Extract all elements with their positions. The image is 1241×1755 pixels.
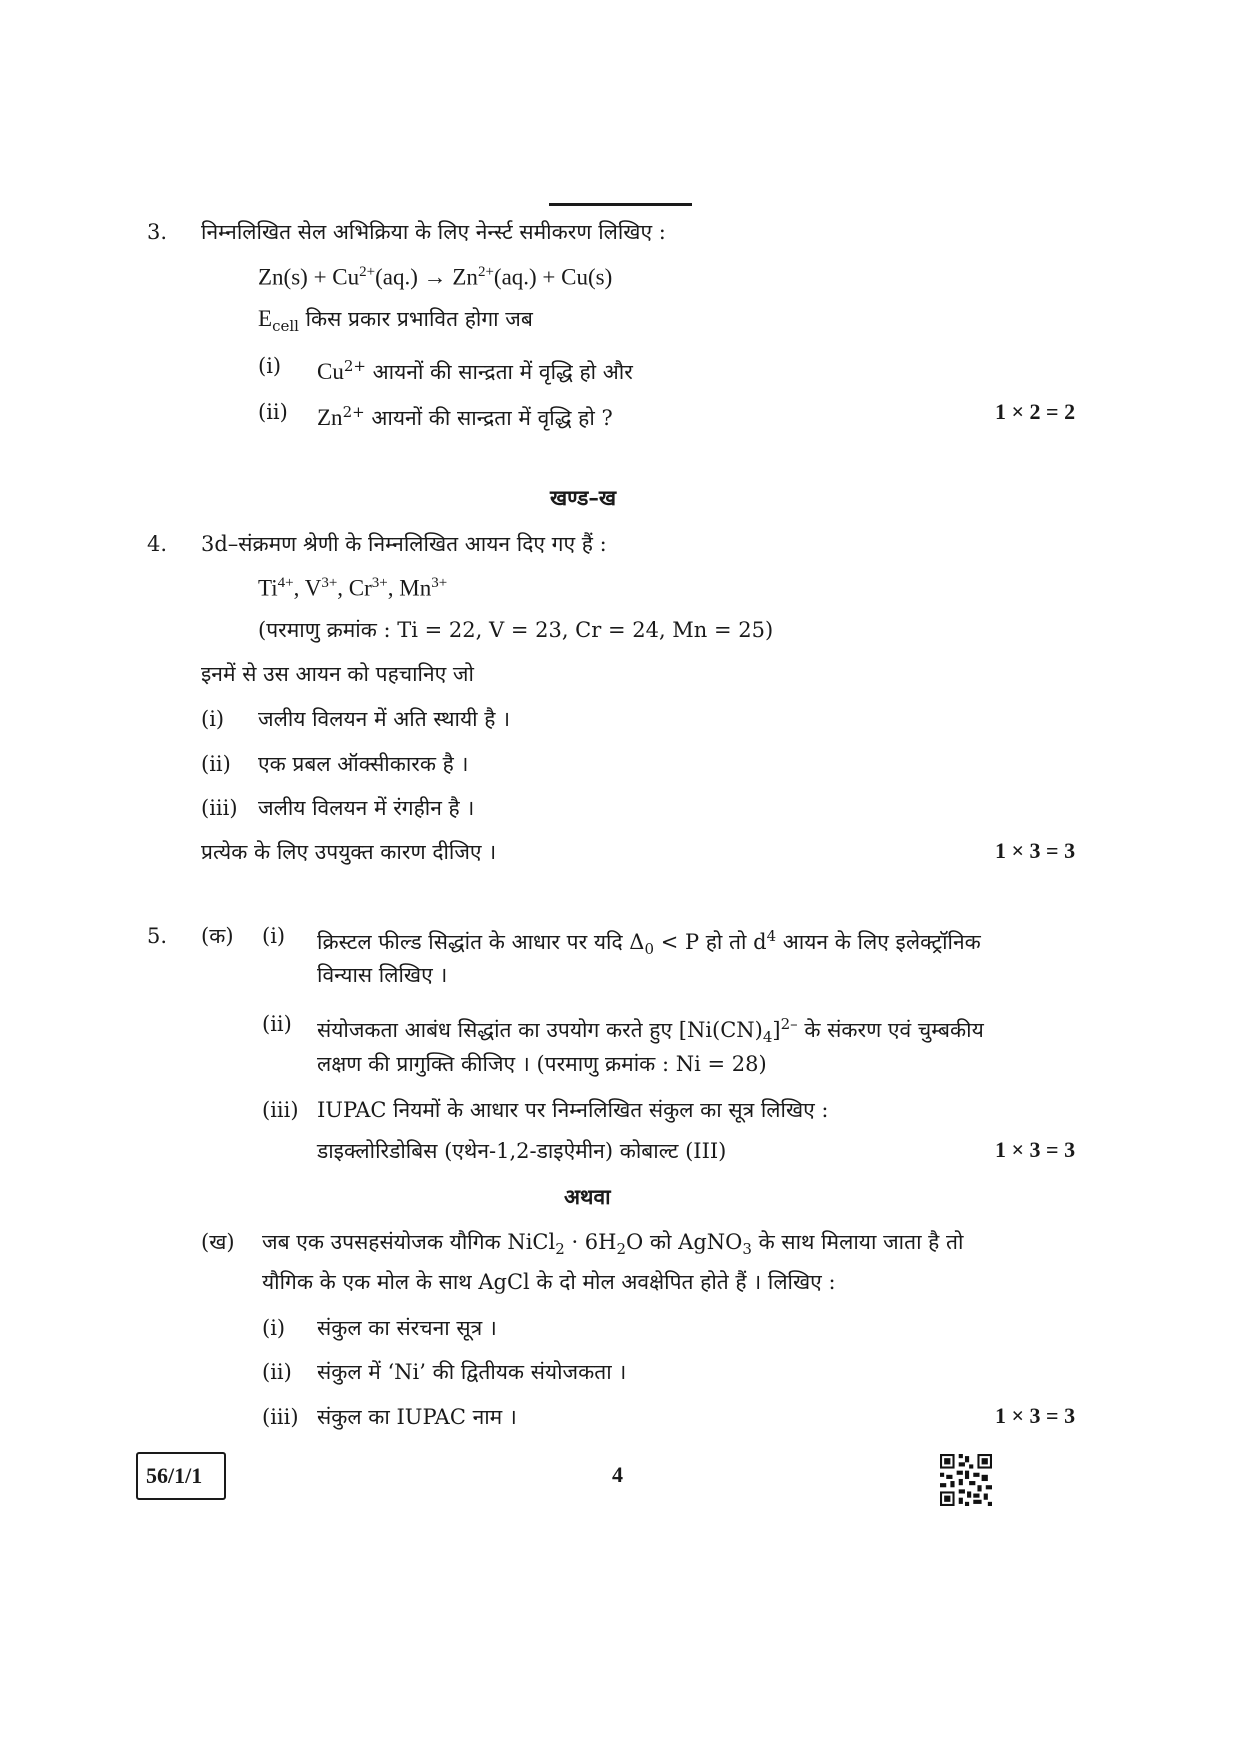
q5-a-i-line2: विन्यास लिखिए । xyxy=(317,963,448,987)
q3-equation: $Zn(s) + Cu^{2+}(aq.) \to Zn^{2+}(aq.) + Cu(s)$ xyxy=(258,264,613,290)
q5-a-label: (क) xyxy=(201,924,234,948)
q5-a-iii-label: (iii) xyxy=(262,1098,299,1122)
q4-reason: प्रत्येक के लिए उपयुक्त कारण दीजिए । xyxy=(201,840,497,864)
q5-a-ii-text: संयोजकता आबंध सिद्धांत का उपयोग करते हुए $[Ni(CN)_4]^{2-}$ के संकरण एवं चुम्बकीय xyxy=(317,1015,984,1047)
q5-b-i-label: (i) xyxy=(262,1316,286,1340)
q5-number: 5. xyxy=(147,924,168,948)
q4-ii-text: एक प्रबल ऑक्सीकारक है । xyxy=(258,752,469,776)
q5-b-ii-text: संकुल में ‘Ni’ की द्वितीयक संयोजकता । xyxy=(317,1360,627,1384)
q5-b-ii-label: (ii) xyxy=(262,1360,292,1384)
q5-a-i-text: क्रिस्टल फील्ड सिद्धांत के आधार पर यदि $\Delta_0 < P$ हो तो $d^4$ आयन के लिए इलेक्ट्रॉनिक xyxy=(317,927,981,959)
q5-a-iii-line2: डाइक्लोरिडोबिस (एथेन-1,2-डाइऐमीन) कोबाल्ट (III) xyxy=(317,1139,727,1163)
q5-a-ii-line2: लक्षण की प्रागुक्ति कीजिए । (परमाणु क्रमांक : Ni = 28) xyxy=(317,1052,767,1076)
top-divider xyxy=(549,203,692,206)
section-heading: खण्ड–ख xyxy=(550,485,617,510)
q3-ii-label: (ii) xyxy=(258,400,288,424)
page-number: 4 xyxy=(612,1462,623,1487)
q4-marks: 1 × 3 = 3 xyxy=(995,838,1076,863)
q4-identify: इनमें से उस आयन को पहचानिए जो xyxy=(201,662,474,686)
q5-b-marks: 1 × 3 = 3 xyxy=(995,1403,1076,1428)
q4-atomic-numbers: (परमाणु क्रमांक : Ti = 22, V = 23, Cr = 24, Mn = 25) xyxy=(258,618,774,642)
q4-ii-label: (ii) xyxy=(201,752,231,776)
q3-i-text: $Cu^{2+}$ आयनों की सान्द्रता में वृद्धि हो और xyxy=(317,357,633,384)
q4-number: 4. xyxy=(147,532,168,556)
q3-number: 3. xyxy=(147,220,168,244)
q3-marks: 1 × 2 = 2 xyxy=(995,399,1076,424)
q5-b-i-text: संकुल का संरचना सूत्र । xyxy=(317,1316,497,1340)
q3-stem: निम्नलिखित सेल अभिक्रिया के लिए नेर्न्स्ट समीकरण लिखिए : xyxy=(201,220,666,244)
q5-b-iii-text: संकुल का IUPAC नाम । xyxy=(317,1405,517,1429)
q4-iii-text: जलीय विलयन में रंगहीन है । xyxy=(258,796,475,820)
q5-a-marks: 1 × 3 = 3 xyxy=(995,1137,1076,1162)
or-heading: अथवा xyxy=(564,1184,611,1209)
q3-ii-text: $Zn^{2+}$ आयनों की सान्द्रता में वृद्धि हो ? xyxy=(317,403,613,430)
q5-b-iii-label: (iii) xyxy=(262,1405,299,1429)
q5-a-iii-text: IUPAC नियमों के आधार पर निम्नलिखित संकुल का सूत्र लिखिए : xyxy=(317,1098,829,1122)
q5-b-label: (ख) xyxy=(201,1230,235,1254)
qr-code-icon xyxy=(940,1454,992,1506)
q5-b-line2: यौगिक के एक मोल के साथ AgCl के दो मोल अवक्षेपित होते हैं । लिखिए : xyxy=(262,1270,836,1294)
paper-code: 56/1/1 xyxy=(146,1463,203,1488)
q4-i-label: (i) xyxy=(201,707,225,731)
q5-b-text: जब एक उपसहसंयोजक यौगिक NiCl$_2$ · $6H_2O$ को AgNO$_3$ के साथ मिलाया जाता है तो xyxy=(262,1230,964,1259)
q4-iii-label: (iii) xyxy=(201,796,238,820)
q5-a-ii-label: (ii) xyxy=(262,1012,292,1036)
q5-a-i-label: (i) xyxy=(262,924,286,948)
q4-ions: $Ti^{4+}$, $V^{3+}$, $Cr^{3+}$, $Mn^{3+}$ xyxy=(258,575,448,601)
paper-code-box xyxy=(136,1452,226,1500)
q4-i-text: जलीय विलयन में अति स्थायी है । xyxy=(258,707,511,731)
q4-stem: 3d–संक्रमण श्रेणी के निम्नलिखित आयन दिए गए हैं : xyxy=(201,532,607,556)
q3-i-label: (i) xyxy=(258,354,282,378)
q3-ecell-line: $E_{cell}$ किस प्रकार प्रभावित होगा जब xyxy=(258,306,533,336)
